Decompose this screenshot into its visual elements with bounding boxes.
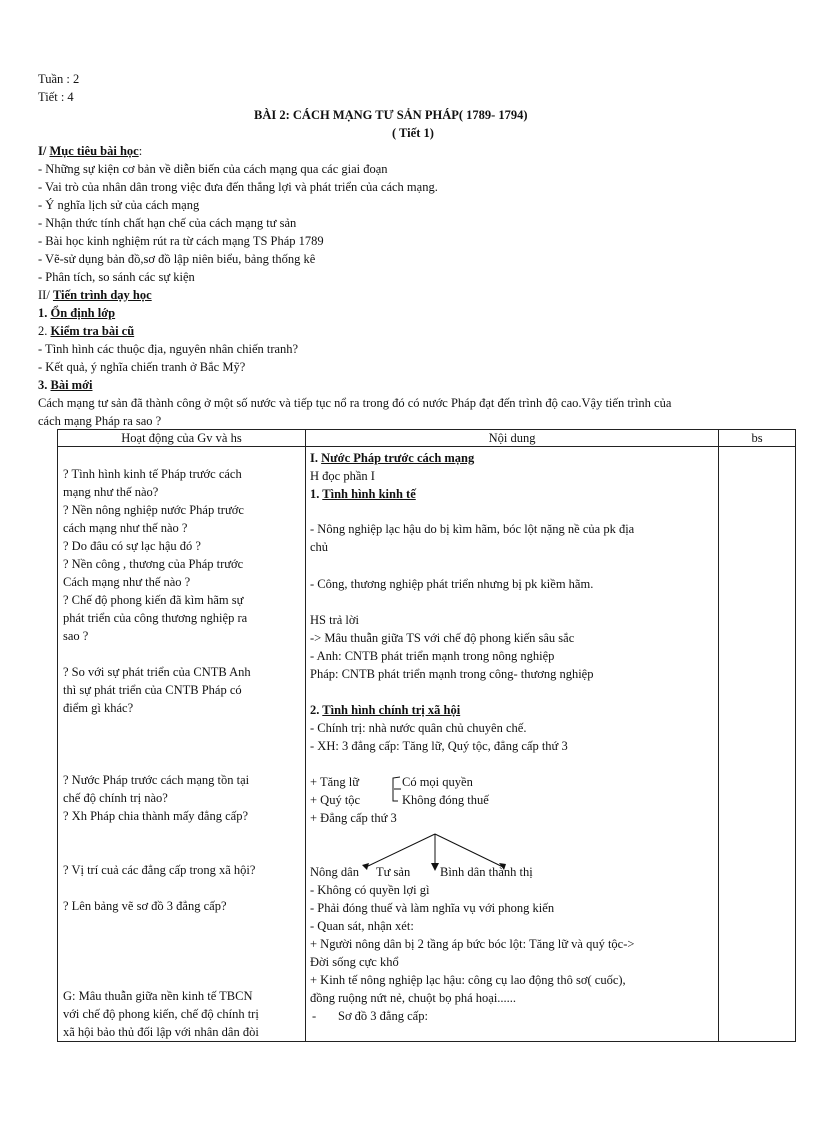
objective-item: - Bài học kinh nghiệm rút ra từ cách mạng TS Pháp 1789 [38, 234, 324, 248]
lesson-subtitle: ( Tiết 1) [392, 126, 434, 140]
question-line: thì sự phát triển của CNTB Pháp có [63, 683, 242, 697]
content-line: - Anh: CNTB phát triển mạnh trong nông nghiệp [310, 649, 555, 663]
lesson-title: BÀI 2: CÁCH MẠNG TƯ SẢN PHÁP( 1789- 1794) [254, 108, 528, 122]
lesson-table [57, 429, 796, 1042]
objective-item: - Vai trò của nhân dân trong việc đưa đến thắng lợi và phát triển của cách mạng. [38, 180, 438, 194]
branch-urban-commoners: Bình dân thành thị [440, 865, 533, 879]
week-label: Tuần : 2 [38, 72, 80, 86]
content-line: - Chính trị: nhà nước quân chủ chuyên chế. [310, 721, 527, 735]
diagram-dash: - [312, 1009, 317, 1023]
review-question: - Tình hình các thuộc địa, nguyên nhân chiến tranh? [38, 342, 299, 356]
content-line: đồng ruộng nứt nẻ, chuột bọ phá hoại...... [310, 991, 517, 1005]
intro-text: Cách mạng tư sản đã thành công ở một số nước và tiếp tục nổ ra trong đó có nước Pháp đạt đến trình độ cao.Vậy tiến trình của [38, 396, 672, 410]
objectives-heading: I/ Mục tiêu bài học: [38, 144, 143, 158]
question-line: sao ? [63, 629, 89, 643]
header-activities: Hoạt động của Gv và hs [58, 430, 306, 447]
question-line: ? Nền công , thương của Pháp trước [63, 557, 244, 571]
question-line: mạng như thế nào? [63, 485, 159, 499]
content-line: chủ [310, 540, 329, 554]
header-notes: bs [719, 430, 796, 447]
branch-bourgeoisie: Tư sản [376, 865, 411, 879]
read-instruction: H đọc phần I [310, 469, 375, 483]
question-line: phát triển của công thương nghiệp ra [63, 611, 248, 625]
review-question: - Kết quả, ý nghĩa chiến tranh ở Bắc Mỹ? [38, 360, 246, 374]
process-heading: II/ Tiến trình dạy học [38, 288, 152, 302]
question-line: ? So với sự phát triển của CNTB Anh [63, 665, 251, 679]
objective-item: - Phân tích, so sánh các sự kiện [38, 270, 195, 284]
objective-item: - Nhận thức tính chất hạn chế của cách mạng tư sản [38, 216, 297, 230]
content-line: - Không có quyền lợi gì [310, 883, 430, 897]
content-cell [306, 447, 719, 1042]
objective-item: - Những sự kiện cơ bản về diễn biến của cách mạng qua các giai đoạn [38, 162, 388, 176]
question-line: Cách mạng như thế nào ? [63, 575, 191, 589]
question-line: cách mạng như thế nào ? [63, 521, 188, 535]
question-line: ? Vị trí cuả các đẳng cấp trong xã hội? [63, 863, 256, 877]
question-line: chế độ chính trị nào? [63, 791, 168, 805]
activities-cell [58, 447, 306, 1042]
subsection-1-heading: 1. Tình hình kinh tế [310, 487, 416, 501]
teacher-note-line: xã hội bảo thủ đối lập với nhân dân đòi [63, 1025, 259, 1039]
question-line: điểm gì khác? [63, 701, 134, 715]
content-line: + Người nông dân bị 2 tầng áp bức bóc lột: Tăng lữ và quý tộc-> [310, 937, 635, 951]
subsection-2-heading: 2. Tình hình chính trị xã hội [310, 703, 461, 717]
content-line: HS trả lời [310, 613, 359, 627]
question-line: ? Xh Pháp chia thành mấy đẳng cấp? [63, 809, 249, 823]
header-content: Nội dung [306, 430, 719, 447]
content-line: - XH: 3 đẳng cấp: Tăng lữ, Quý tộc, đẳng cấp thứ 3 [310, 739, 568, 753]
content-line: - Quan sát, nhận xét: [310, 919, 414, 933]
notes-cell [719, 447, 796, 1042]
content-line: + Kinh tế nông nghiệp lạc hậu: công cụ lao động thô sơ( cuốc), [310, 973, 626, 987]
content-line: - Công, thương nghiệp phát triển nhưng bị pk kiềm hãm. [310, 577, 594, 591]
content-line: - Nông nghiệp lạc hậu do bị kìm hãm, bóc lột nặng nề của pk địa [310, 522, 635, 536]
estate-clergy: + Tăng lữ [310, 775, 360, 789]
teacher-note-line: với chế độ phong kiến, chế độ chính trị [63, 1007, 259, 1021]
content-line: - Phải đóng thuế và làm nghĩa vụ với phong kiến [310, 901, 555, 915]
diagram-label: Sơ đồ 3 đẳng cấp: [338, 1009, 428, 1023]
section-1-heading: I. Nước Pháp trước cách mạng [310, 451, 475, 465]
estate-nobility: + Quý tộc [310, 793, 361, 807]
question-line: ? Tình hình kinh tế Pháp trước cách [63, 467, 242, 481]
content-line: Đời sống cực khổ [310, 955, 399, 969]
step-2-heading: 2. Kiểm tra bài cũ [38, 324, 135, 338]
question-line: ? Nước Pháp trước cách mạng tồn tại [63, 773, 250, 787]
estates-diagram [306, 447, 719, 887]
step-1-heading: 1. Ổn định lớp [38, 306, 116, 320]
question-line: ? Nền nông nghiệp nước Pháp trước [63, 503, 244, 517]
intro-text: cách mạng Pháp ra sao ? [38, 414, 162, 428]
content-line: Pháp: CNTB phát triển mạnh trong công- thương nghiệp [310, 667, 594, 681]
privilege-no-tax: Không đóng thuế [402, 793, 489, 807]
objective-item: - Vẽ-sử dụng bản đồ,sơ đồ lập niên biểu, bảng thống kê [38, 252, 316, 266]
teacher-note-line: G: Mâu thuẫn giữa nền kinh tế TBCN [63, 989, 253, 1003]
question-line: ? Chế độ phong kiến đã kìm hãm sự [63, 593, 244, 607]
question-line: ? Lên bảng vẽ sơ đồ 3 đẳng cấp? [63, 899, 227, 913]
estate-third: + Đẳng cấp thứ 3 [310, 811, 397, 825]
branch-peasants: Nông dân [310, 865, 359, 879]
privilege-all-rights: Có mọi quyền [402, 775, 473, 789]
content-line: -> Mâu thuẫn giữa TS với chế độ phong kiến sâu sắc [310, 631, 575, 645]
period-label: Tiết : 4 [38, 90, 74, 104]
objective-item: - Ý nghĩa lịch sử của cách mạng [38, 198, 200, 212]
question-line: ? Do đâu có sự lạc hậu đó ? [63, 539, 201, 553]
step-3-heading: 3. Bài mới [38, 378, 93, 392]
